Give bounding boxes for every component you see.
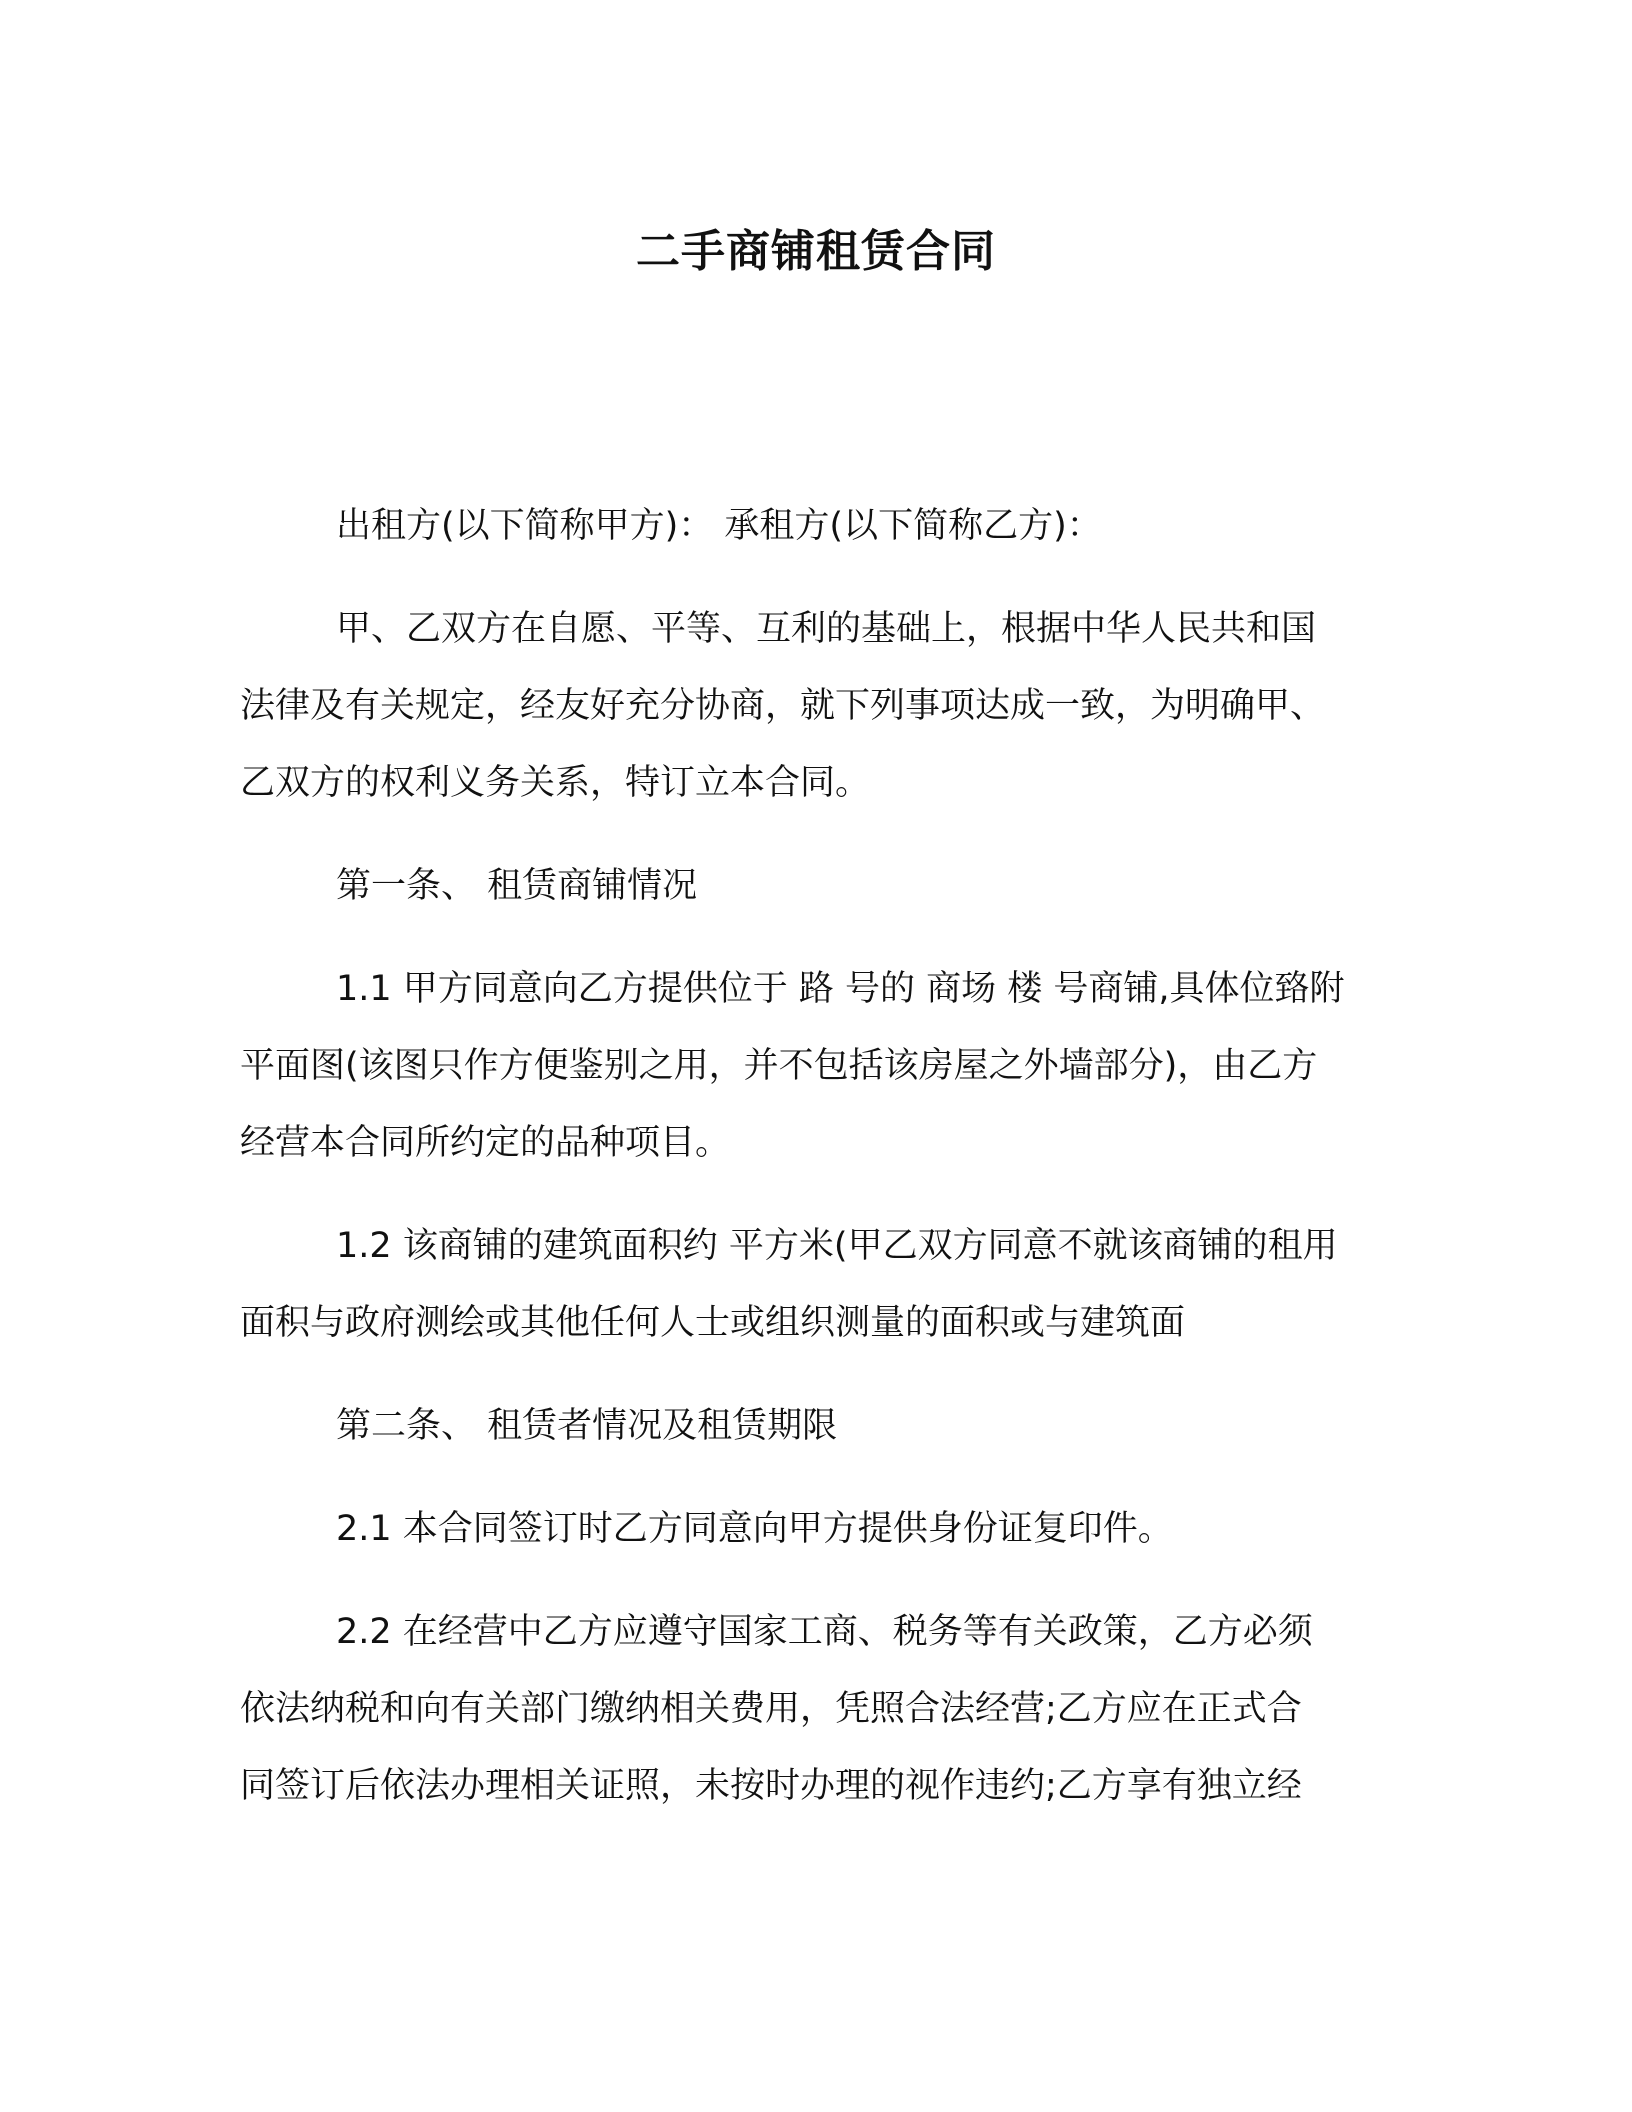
clause-paragraph [240,1594,1390,1825]
text-line: 出租方(以下简称甲方)： 承租方(以下简称乙方)： [336,506,1102,546]
text-line: 1.2 该商铺的建筑面积约 平方米(甲乙双方同意不就该商铺的租用 [336,1226,1338,1266]
text-line: 经营本合同所约定的品种项目。 [240,1123,731,1163]
text-line: 乙双方的权利义务关系，特订立本合同。 [240,763,871,803]
clause-paragraph [240,1491,1390,1568]
article-heading [240,1388,1390,1465]
parties-paragraph [240,488,1390,565]
clause-paragraph [240,951,1390,1182]
text-line: 第二条、 租赁者情况及租赁期限 [336,1406,838,1446]
document-title: 二手商铺租赁合同 [636,226,996,277]
text-line: 第一条、 租赁商铺情况 [336,866,698,906]
article-heading [240,848,1390,925]
text-line: 2.2 在经营中乙方应遵守国家工商、税务等有关政策，乙方必须 [336,1612,1313,1652]
text-line: 面积与政府测绘或其他任何人士或组织测量的面积或与建筑面 [240,1303,1186,1343]
text-line: 甲、乙双方在自愿、平等、互利的基础上，根据中华人民共和国 [336,609,1317,649]
text-line: 1.1 甲方同意向乙方提供位于 路 号的 商场 楼 号商铺,具体位臵附 [336,969,1345,1009]
text-line: 法律及有关规定，经友好充分协商，就下列事项达成一致，为明确甲、 [240,686,1326,726]
clause-paragraph [240,1208,1390,1362]
text-line: 同签订后依法办理相关证照，未按时办理的视作违约;乙方享有独立经 [240,1766,1302,1806]
text-line: 2.1 本合同签订时乙方同意向甲方提供身份证复印件。 [336,1509,1173,1549]
document-body [240,488,1390,1851]
text-line: 依法纳税和向有关部门缴纳相关费用，凭照合法经营;乙方应在正式合 [240,1689,1302,1729]
text-line: 平面图(该图只作方便鉴别之用，并不包括该房屋之外墙部分)，由乙方 [240,1046,1318,1086]
preamble-paragraph [240,591,1390,822]
